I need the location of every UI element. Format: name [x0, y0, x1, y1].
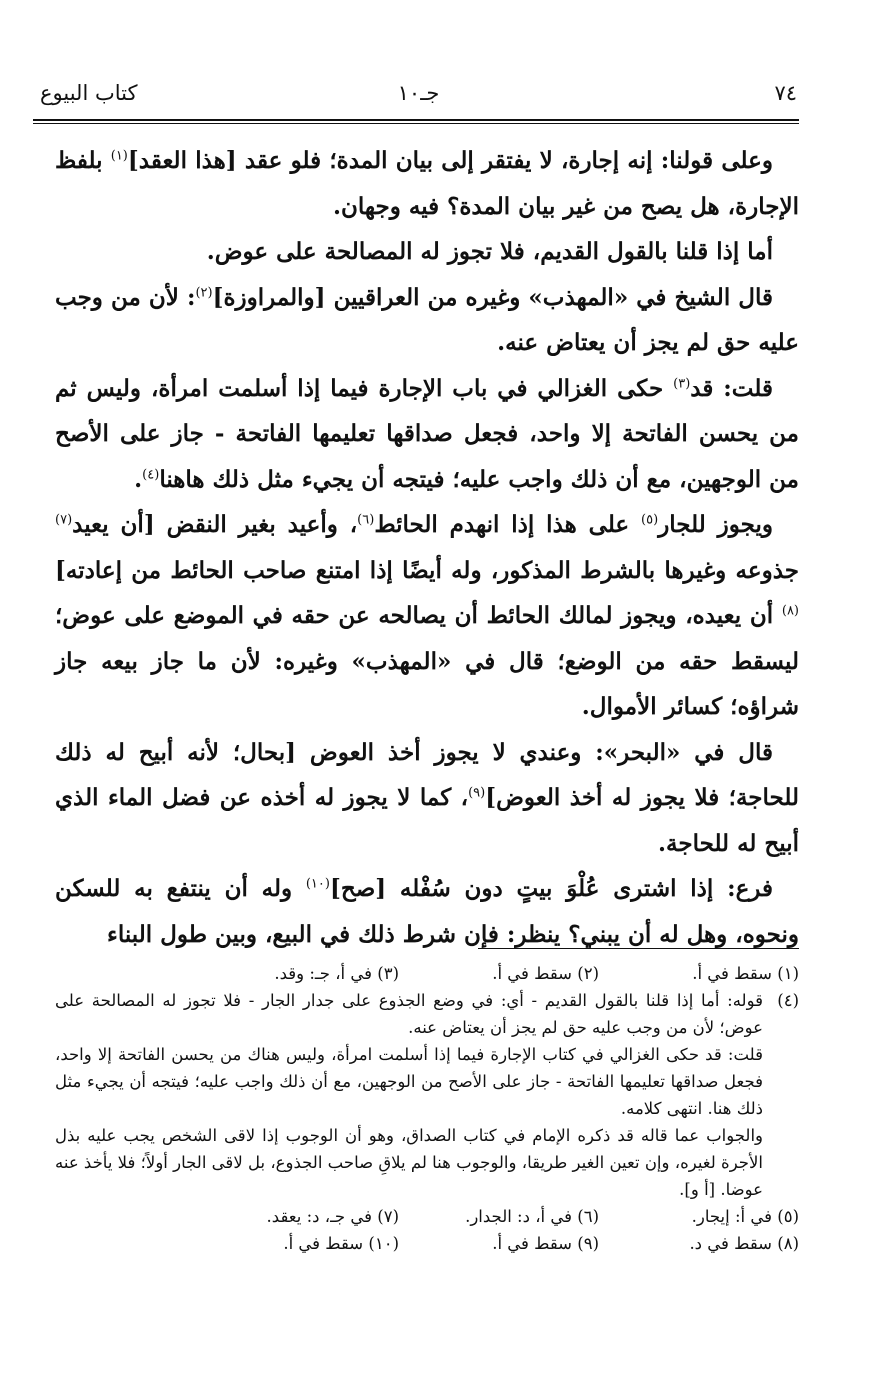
- page-header: [40, 78, 797, 112]
- footnote: (٥) في أ: إيجار.: [691, 1207, 799, 1226]
- footnote-ref[interactable]: (١): [110, 148, 128, 164]
- footnote-ref[interactable]: (٤): [142, 466, 160, 482]
- footnote-paragraph: قوله: أما إذا قلنا بالقول القديم - أي: في وضع الجذوع على جدار الجار - فلا تجوز له المصالحة على عوض؛ لأن من وجب عليه حق لم يجز أن يعتاض عنه.: [55, 991, 763, 1037]
- footnote: (١) سقط في أ.: [692, 964, 799, 983]
- paragraph: وعلى قولنا: إنه إجارة، لا يفتقر إلى بيان المدة؛ فلو عقد [هذا العقد]$^{(١)}$ بلفظ الإجارة، هل يصح من غير بيان المدة؟ فيه وجهان.: [55, 147, 799, 220]
- paragraph: ويجوز للجار$^{(٥)}$ على هذا إذا انهدم الحائط$^{(٦)}$، وأعيد بغير النقض [أن يعيد$^{(٧)}$ جذوعه وغيرها بالشرط المذكور، وله أيضًا إذا امتنع صاحب الحائط من إعادته]$^{(٨)}$ أن يعيده، ويجوز لمالك الحائط أن يصالحه عن حقه في الموضع على عوض؛ ليسقط حقه من الوضع؛ قال في «المهذب» وغيره: لأن ما جاز بيعه جاز شراؤه؛ كسائر الأموال.: [55, 511, 799, 720]
- footnote: (٧) في جـ، د: يعقد.: [266, 1207, 399, 1226]
- footnotes: [55, 960, 799, 1257]
- footnote-separator: [478, 948, 799, 949]
- footnote-ref[interactable]: (٩): [468, 785, 486, 801]
- footnote-ref[interactable]: (٧): [55, 512, 73, 528]
- footnote-row: [55, 1230, 799, 1257]
- volume-label: جـ١٠: [397, 81, 440, 105]
- footnote-number: (٤): [777, 991, 799, 1010]
- footnote: (٣) في أ، جـ: وقد.: [274, 964, 399, 983]
- footnote-paragraph: والجواب عما قاله قد ذكره الإمام في كتاب الصداق، وهو أن الوجوب إذا لاقى الشخص يجب عليه بذل الأجرة لغيره، وإن تعين الغير طريقا، والوجوب هنا لم يلاقِ صاحب الجذوع، بل لاقى الجار أولاً؛ فلا يأخذ عنه عوضا. [أ و].: [55, 1126, 763, 1199]
- book-title: كتاب البيوع: [40, 81, 138, 105]
- footnote: (٩) سقط في أ.: [492, 1234, 599, 1253]
- footnote-ref[interactable]: (٢): [195, 284, 213, 300]
- paragraph: قال الشيخ في «المهذب» وغيره من العراقيين [والمراوزة]$^{(٢)}$: لأن من وجب عليه حق لم يجز أن يعتاض عنه.: [55, 283, 799, 356]
- footnote: (٦) في أ، د: الجدار.: [465, 1207, 599, 1226]
- footnote: (٨) سقط في د.: [689, 1234, 799, 1253]
- footnote: (١٠) سقط في أ.: [283, 1234, 399, 1253]
- footnote-ref[interactable]: (٣): [673, 375, 691, 391]
- paragraph: قلت: قد$^{(٣)}$ حكى الغزالي في باب الإجارة فيما إذا أسلمت امرأة، وليس ثم من يحسن الفاتحة إلا واحد، فجعل صداقها تعليمها الفاتحة - جاز على الأصح من الوجهين، مع أن ذلك واجب عليه؛ فيتجه أن يجيء مثل ذلك هاهنا$^{(٤)}$.: [55, 374, 799, 493]
- footnote-ref[interactable]: (٥): [641, 512, 659, 528]
- footnote-ref[interactable]: (٦): [357, 512, 375, 528]
- paragraph: أما إذا قلنا بالقول القديم، فلا تجوز له المصالحة على عوض.: [206, 238, 773, 265]
- page-number: ٧٤: [774, 81, 797, 105]
- footnote-row: [55, 1203, 799, 1230]
- footnote-4: [55, 987, 799, 1203]
- paragraph: قال في «البحر»: وعندي لا يجوز أخذ العوض [بحال؛ لأنه أبيح له ذلك للحاجة؛ فلا يجوز له أخذ العوض]$^{(٩)}$، كما لا يجوز له أخذه عن فضل الماء الذي أبيح له للحاجة.: [55, 738, 800, 857]
- paragraph: فرع: إذا اشترى عُلْوَ بيتٍ دون سُفْله [صح]$^{(١٠)}$ وله أن ينتفع به للسكن ونحوه، وهل له أن يبني؟ ينظر: فإن شرط ذلك في البيع، وبين طول البناء: [55, 875, 799, 948]
- header-rule: [33, 119, 799, 121]
- footnote-text: [55, 987, 763, 1203]
- main-text: [55, 138, 799, 957]
- header-rule-thin: [33, 123, 799, 124]
- footnote-paragraph: قلت: قد حكى الغزالي في كتاب الإجارة فيما إذا أسلمت امرأة، وليس هناك من يحسن الفاتحة إلا واحد، فجعل صداقها تعليمها الفاتحة - جاز على الأصح من الوجهين، مع أن ذلك واجب عليه؛ فيتجه أن يجيء مثل ذلك هنا. انتهى كلامه.: [55, 1045, 763, 1118]
- footnote: (٢) سقط في أ.: [492, 964, 599, 983]
- footnote-ref[interactable]: (٨): [781, 603, 799, 619]
- footnote-ref[interactable]: (١٠): [305, 876, 330, 892]
- footnote-row: [55, 960, 799, 987]
